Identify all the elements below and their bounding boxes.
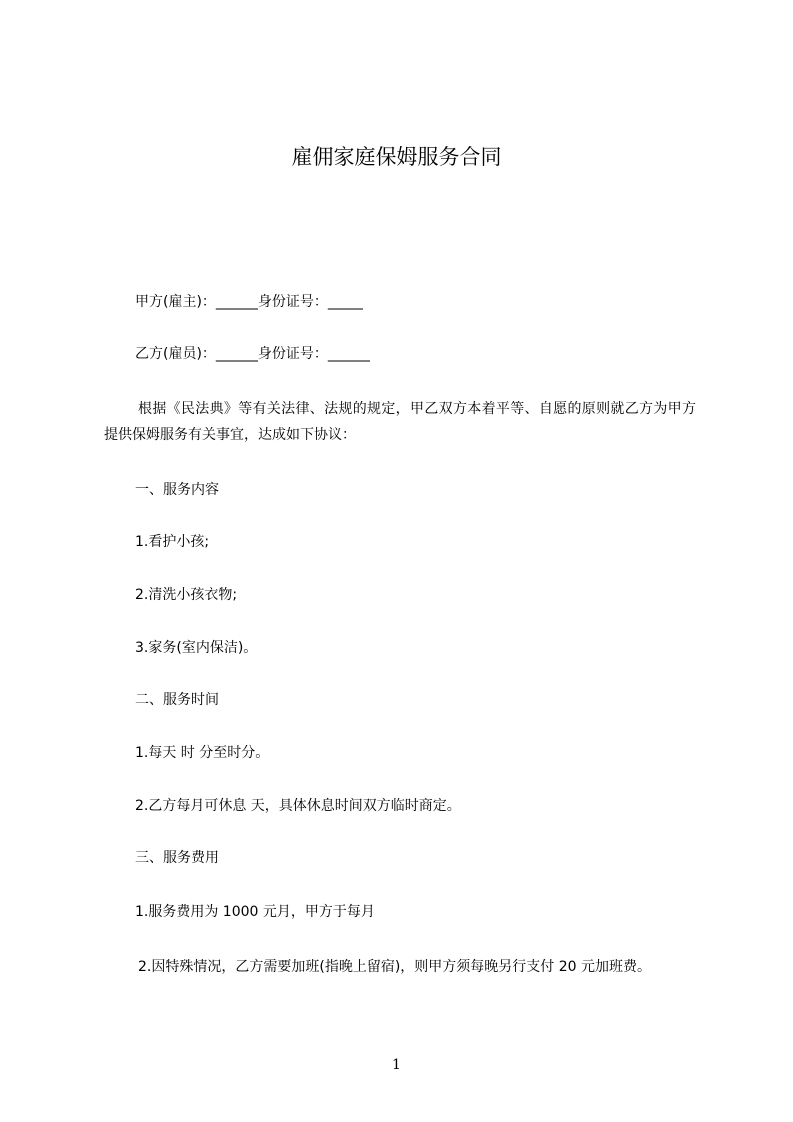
party-b-line: 乙方(雇员)：______身份证号：______ bbox=[135, 346, 370, 362]
document-title: 雇佣家庭保姆服务合同 bbox=[291, 145, 502, 169]
section-heading-service-content: 一、服务内容 bbox=[135, 482, 219, 498]
list-item: 1.每天 时 分至时分。 bbox=[135, 745, 270, 761]
list-item: 1.服务费用为 1000 元月，甲方于每月 bbox=[135, 904, 375, 920]
preamble-paragraph: 根据《民法典》等有关法律、法规的规定，甲乙双方本着平等、自愿的原则就乙方为甲方提供保姆服务有关事宜，达成如下协议： bbox=[104, 401, 696, 443]
section-heading-service-time: 二、服务时间 bbox=[135, 692, 219, 708]
list-item: 2.清洗小孩衣物; bbox=[135, 587, 238, 603]
party-a-line: 甲方(雇主)：______身份证号：_____ bbox=[135, 294, 363, 310]
list-item: 2.乙方每月可休息 天，具体休息时间双方临时商定。 bbox=[135, 798, 461, 814]
page-number: 1 bbox=[392, 1057, 401, 1073]
section-heading-service-fee: 三、服务费用 bbox=[135, 850, 219, 866]
list-item: 1.看护小孩; bbox=[135, 534, 210, 550]
list-item: 3.家务(室内保洁)。 bbox=[135, 640, 258, 656]
list-item: 2.因特殊情况，乙方需要加班(指晚上留宿)，则甲方须每晚另行支付 20 元加班费。 bbox=[138, 959, 651, 975]
